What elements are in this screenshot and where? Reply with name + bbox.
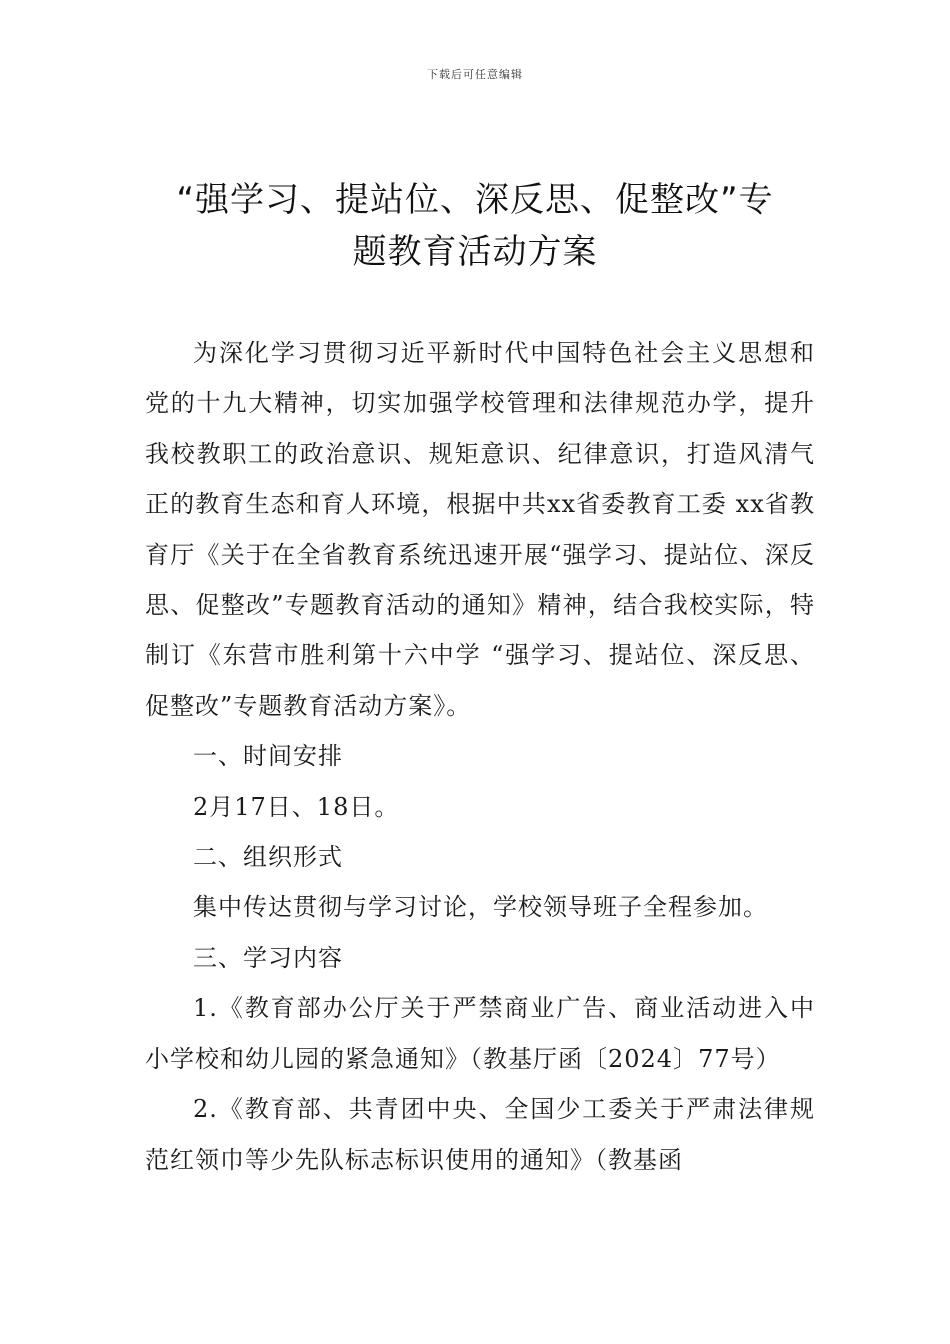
section-heading-schedule: 一、时间安排	[193, 742, 343, 771]
title-line-1: “强学习、提站位、深反思、促整改”专	[176, 180, 774, 220]
section-heading-format: 二、组织形式	[193, 843, 343, 872]
document-title	[140, 174, 810, 278]
format-description: 集中传达贯彻与学习讨论，学校领导班子全程参加。	[193, 893, 768, 922]
schedule-dates: 2月17日、18日。	[193, 792, 400, 821]
section-heading-content: 三、学习内容	[193, 943, 343, 972]
title-line-2: 题教育活动方案	[352, 232, 598, 272]
intro-paragraph: 为深化学习贯彻习近平新时代中国特色社会主义思想和党的十九大精神，切实加强学校管理和法律规范办学，提升我校教职工的政治意识、规矩意识、纪律意识，打造风清气正的教育生态和育人环境，根据中共xx省委教育工委 xx省教育厅《关于在全省教育系统迅速开展“强学习、提站位、深反思、促整改”专题教育活动的通知》精神，结合我校实际，特制订《东营市胜利第十六中学 “强学习、提站位、深反思、促整改”专题教育活动方案》。	[145, 339, 815, 720]
document-body	[145, 328, 815, 1185]
header-note: 下载后可任意编辑	[427, 68, 523, 81]
content-item-1: 1.《教育部办公厅关于严禁商业广告、商业活动进入中小学校和幼儿园的紧急通知》（教基厅函〔2024〕77号）	[145, 994, 815, 1073]
content-item-2: 2.《教育部、共青团中央、全国少工委关于严肃法律规范红领巾等少先队标志标识使用的通知》（教基函	[145, 1095, 815, 1174]
